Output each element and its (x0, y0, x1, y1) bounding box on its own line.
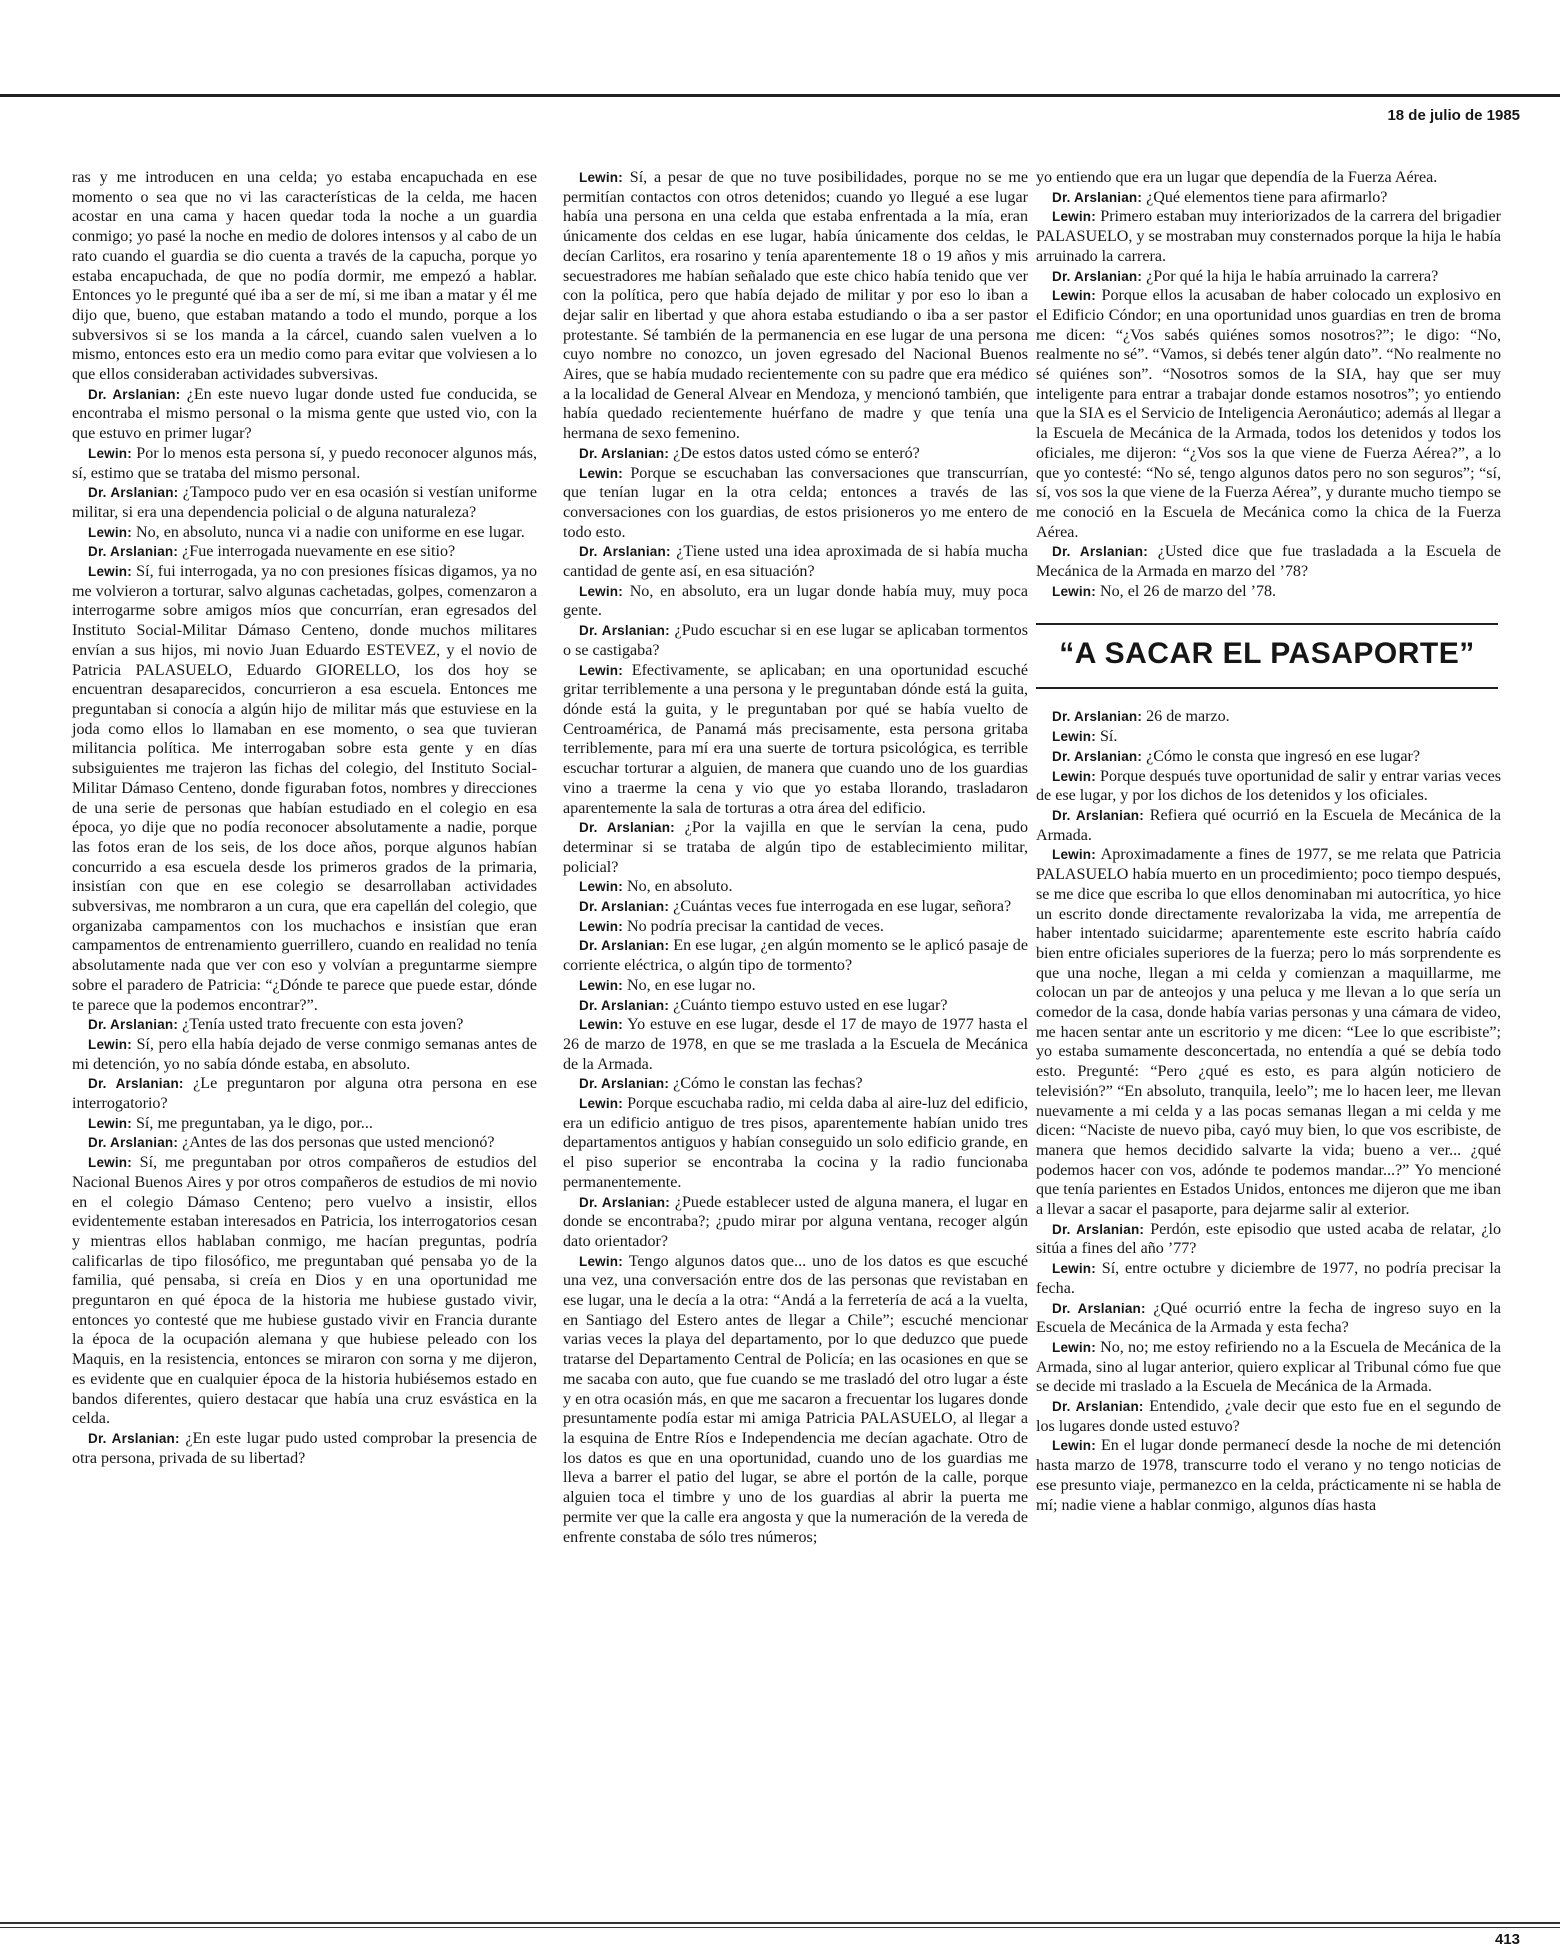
speaker-label: Lewin: (579, 977, 623, 993)
paragraph-text: No, el 26 de marzo del ’78. (1099, 582, 1277, 600)
transcript-paragraph (563, 542, 1028, 581)
transcript-paragraph (72, 483, 537, 522)
speaker-label: Dr. Arslanian: (579, 623, 670, 639)
transcript-paragraph (1036, 286, 1501, 542)
transcript-paragraph (1036, 1259, 1501, 1298)
paragraph-text: Sí, a pesar de que no tuve posibilidades, porque no se me permitían contactos con otros detenidos; cuando yo llegué a ese lugar había una persona en una celda que estaba enfrentada a la mía, eran únicamente dos celdas en ese lugar, había únicamente dos celdas, le decían Carlitos, era rosarino y tenía aparentemente 18 o 19 años y mis secuestradores me habían señalado que este chico había tenido que ver con la política, pero que había dejado de militar y por eso lo iban a dejar salir en libertad y que ahora estaba estudiando o iba a ser pastor protestante. Sé también de la permanencia en ese lugar de una persona cuyo nombre no conozco, un joven egresado del Nacional Buenos Aires, que se había mudado recientemente con su padre que era médico a la localidad de General Alvear en Mendoza, y mencionó también, que había quedado recientemente huérfano de madre y que tenía una hermana de sexo femenino. (563, 169, 1028, 443)
speaker-label: Dr. Arslanian: (579, 938, 670, 954)
bottom-rule-thin (0, 1927, 1560, 1928)
transcript-paragraph (563, 877, 1028, 897)
transcript-paragraph (563, 936, 1028, 975)
speaker-label: Lewin: (88, 445, 132, 461)
transcript-paragraph (72, 1133, 537, 1153)
speaker-label: Lewin: (1052, 1438, 1096, 1454)
paragraph-text: ¿Tiene usted una idea aproximada de si había mucha cantidad de gente así, en esa situación? (563, 543, 1028, 581)
paragraph-text: ¿Pudo escuchar si en ese lugar se aplicaban tormentos o se castigaba? (563, 622, 1028, 659)
top-rule (0, 94, 1560, 97)
speaker-label: Lewin: (579, 1096, 623, 1112)
speaker-label: Lewin: (579, 583, 623, 599)
paragraph-text: ¿Por la vajilla en que le servían la cena, pudo determinar si se trataba de algún tipo de establecimiento militar, policial? (563, 819, 1029, 876)
transcript-paragraph (563, 1252, 1028, 1548)
paragraph-text: ¿Por qué la hija le había arruinado la carrera? (1146, 267, 1439, 285)
transcript-paragraph (72, 1429, 537, 1468)
paragraph-text: Sí. (1099, 728, 1118, 746)
transcript-paragraph (72, 1035, 537, 1074)
paragraph-text: Perdón, este episodio que usted acaba de relatar, ¿lo sitúa a fines del año ’77? (1036, 1220, 1501, 1258)
paragraph-text: ¿Usted dice que fue trasladada a la Escuela de Mecánica de la Armada en marzo del ’78? (1036, 543, 1501, 581)
transcript-paragraph (72, 444, 537, 483)
speaker-label: Dr. Arslanian: (1052, 544, 1148, 560)
paragraph-text: No, en absoluto. (626, 878, 733, 896)
paragraph-text: Aproximadamente a fines de 1977, se me relata que Patricia PALASUELO había muerto en un procedimiento; poco tiempo después, se me dice que escriba lo que ellos denominaban mi autocrítica, yo hice un escrito donde directamente revalorizaba la vida, me arrepentía de haber intentado suicidarme; aparentemente este escrito habría caído bien entre oficiales superiores de la fuerza; pero lo más sorprendente es que una noche, llegan a mi celda y comienzan a maquillarme, me colocan un par de anteojos y una peluca y me llevan a lo que sería un comedor de la casa, donde había varias personas y una cámara de video, me hacen sentar ante un escritorio y me dicen: “Lee lo que escribiste”; yo estaba sumamente desconcertada, no entendía a qué se debía todo esto. Pregunté: “Pero ¿qué es esto, es para algún noticiero de televisión?” “En absoluto, tranquila, leelo”; me lo hacen leer, me llevan nuevamente a mi celda y a las pocas semanas llegan a mi celda y me dicen: “Naciste de nuevo piba, cayó muy bien, lo que vos escribiste, de manera que hemos decidido salvarte la vida; bueno a ver... ¿qué podemos hacer con vos, adónde te podemos mandar...?” Yo mencioné que tenía parientes en Estados Unidos, entonces me dijeron que me iban a llevar a sacar el pasaporte, para dejarme salir al exterior. (1036, 846, 1502, 1219)
transcript-paragraph (1036, 707, 1501, 727)
paragraph-text: ¿Puede establecer usted de alguna manera, el lugar en donde se encontraba?; ¿pudo mirar por alguna ventana, recoger algún dato orientador? (563, 1193, 1028, 1250)
text-column-2 (563, 168, 1028, 1547)
paragraph-text: ¿En este lugar pudo usted comprobar la presencia de otra persona, privada de su libertad? (72, 1430, 537, 1467)
speaker-label: Dr. Arslanian: (88, 1135, 179, 1151)
transcript-paragraph (72, 562, 537, 1015)
transcript-paragraph (72, 542, 537, 562)
speaker-label: Lewin: (579, 1253, 623, 1269)
transcript-paragraph (1036, 542, 1501, 581)
transcript-paragraph (1036, 1338, 1501, 1397)
paragraph-text: ¿Tenía usted trato frecuente con esta joven? (182, 1016, 464, 1034)
transcript-paragraph (563, 168, 1028, 444)
transcript-paragraph (1036, 747, 1501, 767)
speaker-label: Lewin: (1052, 1261, 1096, 1277)
transcript-paragraph (72, 385, 537, 444)
paragraph-text: No, en ese lugar no. (626, 976, 756, 994)
transcript-paragraph (72, 1153, 537, 1429)
transcript-paragraph (1036, 1436, 1501, 1515)
paragraph-text: En ese lugar, ¿en algún momento se le aplicó pasaje de corriente eléctrica, o algún tipo de tormento? (563, 937, 1028, 975)
speaker-label: Lewin: (579, 170, 623, 185)
transcript-paragraph (1036, 267, 1501, 287)
transcript-paragraph (563, 1015, 1028, 1074)
paragraph-text: ¿Tampoco pudo ver en esa ocasión si vestían uniforme militar, si era una dependencia policial o de alguna naturaleza? (72, 484, 537, 521)
paragraph-text: No, no; me estoy refiriendo no a la Escuela de Mecánica de la Armada, sino al lugar anterior, quiero explicar al Tribunal cómo fue que se decide mi traslado a la Escuela de Mecánica de la Armada. (1036, 1338, 1501, 1396)
paragraph-text: ¿Qué elementos tiene para afirmarlo? (1146, 188, 1388, 206)
transcript-paragraph (1036, 1299, 1501, 1338)
speaker-label: Lewin: (1052, 209, 1096, 225)
paragraph-text: ¿Cómo le constan las fechas? (673, 1075, 863, 1093)
speaker-label: Dr. Arslanian: (579, 1076, 670, 1092)
transcript-paragraph (72, 1015, 537, 1035)
speaker-label: Dr. Arslanian: (579, 1194, 670, 1210)
paragraph-text: Porque escuchaba radio, mi celda daba al aire-luz del edificio, era un edificio antiguo de tres pisos, aparentemente habían unido tres departamentos antiguos y habían conseguido un solo edificio grande, en el piso superior se encontraba la cocina y la radio funcionaba permanentemente. (563, 1095, 1028, 1191)
paragraph-text: ¿Cómo le consta que ingresó en ese lugar? (1146, 747, 1421, 765)
transcript-paragraph (563, 917, 1028, 937)
transcript-paragraph (563, 582, 1028, 621)
transcript-paragraph (1036, 727, 1501, 747)
transcript-paragraph (1036, 1397, 1501, 1436)
paragraph-text: ¿Cuánto tiempo estuvo usted en ese lugar? (673, 996, 948, 1014)
paragraph-text: Sí, fui interrogada, ya no con presiones físicas digamos, ya no me volvieron a torturar, salvo algunas cachetadas, golpes, comenzaron a interrogarme sobre amigos míos que concurrían, eran egresados del Instituto Social-Militar Dámaso Centeno, donde muchos militares envían a sus hijos, mi novio Juan Eduardo ESTEVEZ, y el novio de Patricia PALASUELO, Eduardo GIORELLO, los dos hoy se encuentran desaparecidos, concurrieron a esa escuela. Entonces me preguntaban si conocía a algún hijo de militar más que estuviese en la joda como ellos lo llamaban en ese momento, o sea que tuvieran militancia política. Me interrogaban sobre esta gente y en días subsiguientes me trajeron las fichas del colegio, del Instituto Social-Militar Dámaso Centeno, donde figuraban fotos, nombres y direcciones de una serie de personas que habían estudiado en el colegio en esa época, yo dije que no podía reconocer absolutamente a nadie, porque las fotos eran de los seis, de los doce años, porque algunos habían concurrido a esa escuela desde los primeros grados de la primaria, insistían con que en ese colegio se desarrollaban actividades subversivas, me nombraron a un cura, que era capellán del colegio, que organizaba campamentos con los muchachos e insistían que eran campamentos de entrenamiento guerrillero, cuando en realidad no tenía absolutamente nada que ver con eso y volvían a preguntarme siempre sobre el paradero de Patricia: “¿Dónde te parece que puede estar, dónde te parece que la podemos encontrar?”. (72, 563, 537, 1014)
paragraph-text: Porque ellos la acusaban de haber colocado un explosivo en el Edificio Cóndor; en una oportunidad unos guardias en tren de broma me dicen: “¿Vos sabés quiénes somos nosotros?”; le digo: “No, realmente no sé”. “Vamos, si debés tener algún dato”. “No realmente no sé quiénes son”. “Nosotros somos de la SIA, hay que ser muy inteligente para entrar a trabajar donde estamos nosotros”; yo entiendo que la SIA es el Servicio de Inteligencia Aeronáutico; además al llegar a la Escuela de Mecánica de la Armada, todos los detenidos y todos los oficiales, me dijeron: “¿Vos sos la que viene de Fuerza Aérea?”, a lo que yo contesté: “No sé, tengo algunos datos pero no son seguros”; “sí, sí, vos sos la que viene de la Fuerza Aérea”, y durante mucho tiempo se me conoció en la Escuela de Mecánica como la chica de la Fuerza Aérea. (1036, 287, 1501, 541)
transcript-paragraph (563, 897, 1028, 917)
speaker-label: Lewin: (88, 564, 132, 580)
speaker-label: Dr. Arslanian: (1052, 807, 1144, 823)
speaker-label: Dr. Arslanian: (88, 544, 179, 560)
transcript-paragraph (1036, 767, 1501, 806)
paragraph-text: Entendido, ¿vale decir que esto fue en el segundo de los lugares donde usted estuvo? (1036, 1398, 1502, 1435)
paragraph-text: Primero estaban muy interiorizados de la carrera del brigadier PALASUELO, y se mostraban muy consternados porque la hija le había arruinado la carrera. (1036, 208, 1501, 265)
speaker-label: Lewin: (579, 879, 623, 895)
speaker-label: Dr. Arslanian: (1052, 748, 1143, 764)
speaker-label: Lewin: (1052, 729, 1096, 745)
speaker-label: Dr. Arslanian: (1052, 1399, 1144, 1415)
section-headline: “A SACAR EL PASAPORTE” (1036, 623, 1498, 689)
transcript-paragraph (72, 523, 537, 543)
transcript-paragraph (563, 464, 1028, 543)
transcript-paragraph (563, 818, 1028, 877)
paragraph-text: Sí, me preguntaban por otros compañeros de estudios del Nacional Buenos Aires y por otros compañeros de estudios de mi novio en el colegio Dámaso Centeno; pero vuelvo a insistir, ellos evidentemente estaban interesados en Patricia, los interrogatorios cesan y mientras ellos hablaban conmigo, me hacían preguntas, podría calificarlas de tipo filosófico, me preguntaban qué pensaba yo de la familia, qué pensaba, si creía en Dios y en una oportunidad me preguntaron en qué época de la historia me hubiese gustado vivir, entonces yo contesté que me hubiese gustado vivir en Francia durante la época de la ocupación alemana y que hubiese peleado con los Maquis, en la resistencia, entonces se miraron con sorna y me dijeron, es evidente que en cualquier época de la historia hubiésemos estado en bandos diferentes, quiero destacar que había una cruz esvástica en la celda. (72, 1154, 537, 1428)
paragraph-text: Porque después tuve oportunidad de salir y entrar varias veces de ese lugar, y por los dichos de los detenidos y los oficiales. (1036, 767, 1502, 805)
speaker-label: Lewin: (88, 1115, 132, 1131)
paragraph-text: ¿Antes de las dos personas que usted mencionó? (182, 1134, 495, 1152)
paragraph-text: Por lo menos esta persona sí, y puedo reconocer algunos más, sí, estimo que se trataba del mismo personal. (72, 444, 537, 482)
paragraph-text: Refiera qué ocurrió en la Escuela de Mecánica de la Armada. (1036, 806, 1501, 844)
transcript-paragraph (563, 996, 1028, 1016)
transcript-paragraph (563, 621, 1028, 660)
paragraph-text: 26 de marzo. (1146, 708, 1230, 726)
paragraph-text: ¿De estos datos usted cómo se enteró? (673, 444, 920, 462)
transcript-paragraph (563, 976, 1028, 996)
paragraph-text: Sí, entre octubre y diciembre de 1977, no podría precisar la fecha. (1036, 1260, 1501, 1297)
transcript-paragraph (1036, 188, 1501, 208)
speaker-label: Lewin: (579, 1017, 623, 1033)
transcript-paragraph (1036, 1220, 1501, 1259)
speaker-label: Dr. Arslanian: (1052, 268, 1143, 284)
speaker-label: Dr. Arslanian: (88, 1431, 180, 1446)
speaker-label: Dr. Arslanian: (88, 386, 181, 402)
transcript-paragraph (563, 661, 1028, 819)
paragraph-text: No podría precisar la cantidad de veces. (626, 917, 884, 935)
paragraph-text: yo entiendo que era un lugar que dependía de la Fuerza Aérea. (1036, 169, 1438, 186)
paragraph-text: Yo estuve en ese lugar, desde el 17 de mayo de 1977 hasta el 26 de marzo de 1978, en que se me traslada a la Escuela de Mecánica de la Armada. (563, 1016, 1028, 1073)
speaker-label: Lewin: (579, 465, 623, 481)
transcript-paragraph (1036, 168, 1501, 188)
paragraph-text: Efectivamente, se aplicaban; en una oportunidad escuché gritar terriblemente a una persona y le preguntaban dónde está la guita, dónde está la guita, y le preguntaban por qué se había vuelto de Centroamérica, de Panamá más precisamente, esta persona gritaba terriblemente, para mí era una suerte de tortura psicológica, es terrible escuchar torturar a alguien, de manera que cuando uno de los guardias vino a traerme la cena y vio que yo estaba llorando, trasladaron aparentemente la sala de torturas a otra área del edificio. (563, 661, 1028, 817)
speaker-label: Dr. Arslanian: (88, 485, 179, 501)
speaker-label: Lewin: (1052, 288, 1096, 304)
speaker-label: Lewin: (579, 662, 623, 678)
speaker-label: Dr. Arslanian: (579, 899, 670, 915)
paragraph-text: No, en absoluto, era un lugar donde había muy, muy poca gente. (563, 582, 1028, 620)
speaker-label: Dr. Arslanian: (579, 544, 671, 560)
transcript-paragraph (72, 168, 537, 385)
speaker-label: Lewin: (1052, 847, 1096, 863)
speaker-label: Lewin: (88, 1155, 132, 1171)
speaker-label: Dr. Arslanian: (1052, 1221, 1145, 1237)
speaker-label: Dr. Arslanian: (88, 1076, 184, 1092)
transcript-paragraph (1036, 845, 1501, 1219)
speaker-label: Dr. Arslanian: (1052, 1300, 1146, 1316)
speaker-label: Dr. Arslanian: (579, 997, 670, 1013)
speaker-label: Lewin: (579, 918, 623, 934)
transcript-paragraph (72, 1074, 537, 1113)
text-column-3 (1036, 168, 1501, 1515)
paragraph-text: Sí, pero ella había dejado de verse conmigo semanas antes de mi detención, yo no sabía dónde estaba, en absoluto. (72, 1035, 537, 1073)
speaker-label: Dr. Arslanian: (1052, 709, 1143, 725)
speaker-label: Lewin: (88, 1036, 132, 1052)
transcript-paragraph (563, 444, 1028, 464)
speaker-label: Dr. Arslanian: (88, 1017, 179, 1033)
paragraph-text: En el lugar donde permanecí desde la noche de mi detención hasta marzo de 1978, transcurre todo el verano y no tengo noticias de ese presunto viaje, permanezco en la celda, prácticamente ni se habla de mí; nadie viene a hablar conmigo, algunos días hasta (1036, 1437, 1501, 1514)
paragraph-text: No, en absoluto, nunca vi a nadie con uniforme en ese lugar. (135, 523, 525, 541)
speaker-label: Lewin: (1052, 768, 1096, 784)
paragraph-text: ras y me introducen en una celda; yo estaba encapuchada en ese momento o sea que no vi las características de la celda, me hacen acostar en una cama y hacen quedar toda la noche a un guardia conmigo; yo pasé la noche en medio de dolores intensos y al cabo de un rato cuando el guardia se dio cuenta a través de la capucha, porque yo estaba encapuchada, de que no podía dormir, me empezó a hablar. Entonces yo le pregunté qué iba a ser de mí, si me iban a matar y él me dijo que, bueno, que estaban matando a todo el mundo, porque a los subversivos si se los manda a la cárcel, cuando salen vuelven a lo mismo, entonces esto era un medio como para evitar que volviesen a lo que ellos consideraban actividades subversivas. (72, 169, 537, 384)
transcript-paragraph (563, 1074, 1028, 1094)
issue-date: 18 de julio de 1985 (1387, 107, 1520, 124)
speaker-label: Dr. Arslanian: (579, 445, 670, 461)
paragraph-text: ¿Qué ocurrió entre la fecha de ingreso suyo en la Escuela de Mecánica de la Armada y esta fecha? (1036, 1299, 1502, 1337)
transcript-paragraph (1036, 207, 1501, 266)
transcript-paragraph (563, 1193, 1028, 1252)
speaker-label: Lewin: (88, 524, 132, 540)
bottom-rule (0, 1922, 1560, 1924)
paragraph-text: ¿Le preguntaron por alguna otra persona en ese interrogatorio? (72, 1075, 538, 1113)
speaker-label: Lewin: (1052, 1339, 1096, 1355)
paragraph-text: ¿En este nuevo lugar donde usted fue conducida, se encontraba el mismo personal o la misma gente que usted vio, con la que estuvo en primer lugar? (72, 385, 538, 443)
page-number: 413 (1494, 1931, 1520, 1948)
paragraph-text: Sí, me preguntaban, ya le digo, por... (135, 1114, 373, 1132)
speaker-label: Dr. Arslanian: (1052, 189, 1143, 205)
paragraph-text: ¿Cuántas veces fue interrogada en ese lugar, señora? (673, 898, 1012, 916)
speaker-label: Dr. Arslanian: (579, 820, 675, 836)
transcript-paragraph (563, 1094, 1028, 1193)
transcript-paragraph (72, 1114, 537, 1134)
transcript-paragraph (1036, 582, 1501, 602)
paragraph-text: Porque se escuchaban las conversaciones que transcurrían, que tenían lugar en la otra celda; entonces a través de las conversaciones con los guardias, de estos prisioneros yo me entero de todo esto. (563, 464, 1028, 541)
speaker-label: Lewin: (1052, 583, 1096, 599)
transcript-paragraph (1036, 806, 1501, 845)
text-column-1 (72, 168, 537, 1468)
paragraph-text: Tengo algunos datos que... uno de los datos es que escuché una vez, una conversación entre dos de las personas que revistaban en ese lugar, una le decía a la otra: “Andá a la ferretería de acá a la vuelta, en Santiago del Estero antes de llegar a Chile”; escuché mencionar varias veces la playa del departamento, por lo que deduzco que puede tratarse del Departamento Central de Policía; en las ocasiones en que se me sacaba con auto, que fue cuando se me trasladó del otro lugar a éste y en otra ocasión más, en que me sacaron a frecuentar los lugares donde presuntamente podía estar mi amiga Patricia PALASUELO, al llegar a la esquina de Entre Ríos e Independencia me decían agachate. Otro de los datos es que en una oportunidad, cuando uno de los guardias me lleva a barrer el patio del lugar, se abre el portón de la calle, porque alguien toca el timbre y uno de los guardias al abrir la puerta me permite ver que la calle era angosta y que la numeración de la vereda de enfrente constaba de sólo tres números; (563, 1252, 1028, 1546)
paragraph-text: ¿Fue interrogada nuevamente en ese sitio? (182, 543, 456, 561)
